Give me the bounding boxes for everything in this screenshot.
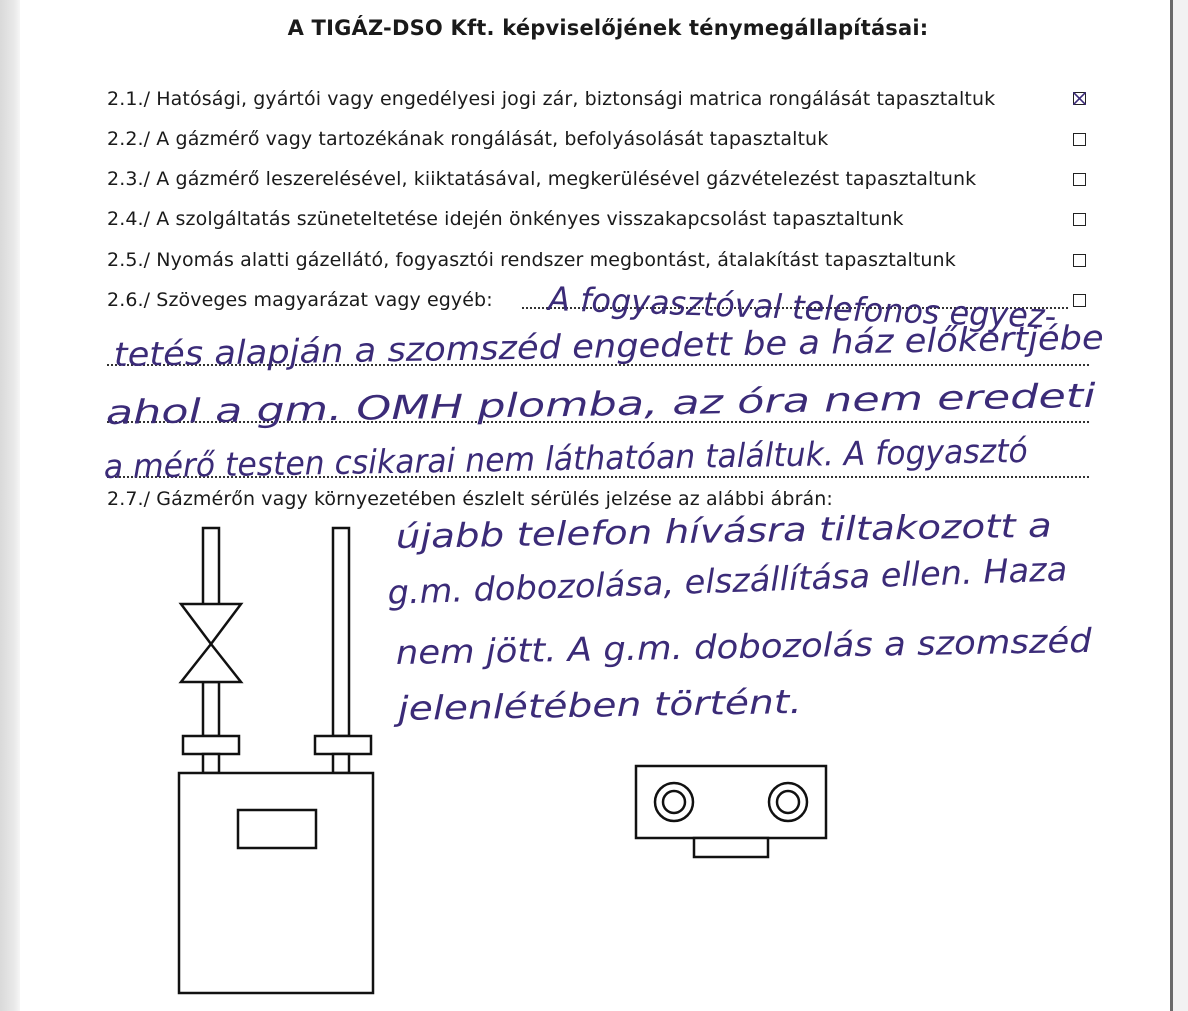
inlet-pipe-lower [203,682,219,736]
handwriting-line-6: g.m. dobozolása, elszállítása ellen. Haza [386,549,1057,612]
handwriting-line-4: a mérő testen csikarai nem láthatóan találtuk. A fogyasztó [103,430,1075,486]
valve-top-icon [181,604,241,644]
meter-body [179,773,373,993]
item-2-3-label: 2.3./ A gázmérő leszerelésével, kiiktatásával, megkerülésével gázvételezést tapasztaltunk [107,168,977,190]
handwriting-line-1: A fogyasztóval telefonos egyez- [547,279,1076,337]
meter-display-window [238,810,316,848]
item-2-4-label: 2.4./ A szolgáltatás szüneteltetése idején önkényes visszakapcsolást tapasztaltunk [107,208,904,230]
handwriting-line-2: tetés alapján a szomszéd engedett be a ház előkertjébe [113,318,1042,374]
gas-meter-diagram [170,520,390,1000]
valve-bottom-icon [181,644,241,682]
counter-bottom-tab [694,838,768,857]
outlet-stub [333,754,349,773]
inlet-stub [203,754,219,773]
diagram-label: 2.7./ Gázmérőn vagy környezetében észlelt sérülés jelzése az alábbi ábrán: [107,488,833,510]
meter-counter-diagram [630,760,834,864]
item-2-5-label: 2.5./ Nyomás alatti gázellátó, fogyasztói rendszer megbontást, átalakítást tapasztaltunk [107,249,956,271]
handwriting-line-5: újabb telefon hívásra tiltakozott a [395,507,954,556]
right-connector-inner-icon [777,791,799,813]
outlet-union [315,736,371,754]
outlet-pipe [333,528,349,736]
handwriting-line-3: ahol a gm. OMH plomba, az óra nem eredeti [105,380,841,432]
form-title: A TIGÁZ-DSO Kft. képviselőjének ténymegállapításai: [287,16,929,40]
handwriting-line-8: jelenlétében történt. [397,683,738,728]
item-2-1-label: 2.1./ Hatósági, gyártói vagy engedélyesi jogi zár, biztonsági matrica rongálását tapasztaltuk [107,88,996,110]
handwriting-line-7: nem jött. A g.m. dobozolás a szomszéd [395,621,1044,672]
left-connector-inner-icon [663,791,685,813]
inlet-union [183,736,239,754]
item-2-6-label: 2.6./ Szöveges magyarázat vagy egyéb: [107,289,493,311]
item-2-2-label: 2.2./ A gázmérő vagy tartozékának rongálását, befolyásolását tapasztaltuk [107,128,829,150]
